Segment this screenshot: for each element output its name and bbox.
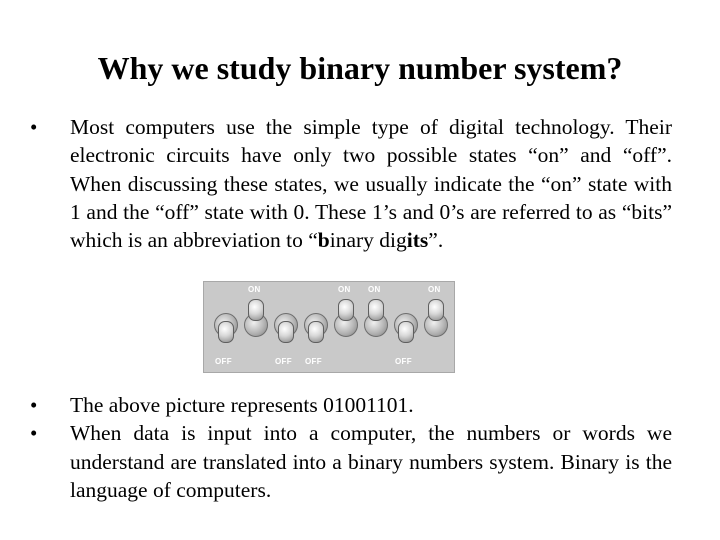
switch-on-label: ON — [428, 285, 441, 294]
bullet-item-picture — [30, 391, 672, 419]
toggle-switch — [273, 281, 299, 373]
bullet-item-bits — [30, 113, 672, 254]
bullet-text: The above picture represents 01001101. — [70, 393, 414, 417]
switch-lever — [338, 299, 354, 321]
slide-title: Why we study binary number system? — [97, 50, 623, 86]
switch-off-label: OFF — [215, 357, 232, 366]
switch-lever — [248, 299, 264, 321]
switch-lever — [308, 321, 324, 343]
toggle-switch — [423, 281, 449, 373]
switch-off-label: OFF — [275, 357, 292, 366]
bullet-marker: • — [30, 115, 38, 139]
toggle-switch — [243, 281, 269, 373]
bullet-text: Most computers use the simple type of digital technology. Their electronic circuits have only two possible states “on” and “off”. When discussing these states, we usually indicate the “on” state with 1 and the “off” state with 0. These 1’s and 0’s are referred to as “bits” which is an abbreviation to “binary digits”. — [70, 115, 672, 253]
bullet-marker: • — [30, 393, 38, 417]
switch-lever — [368, 299, 384, 321]
switch-lever — [398, 321, 414, 343]
bullet-text: When data is input into a computer, the numbers or words we understand are translated into a binary numbers system. Binary is the language of computers. — [70, 421, 672, 502]
switch-lever — [278, 321, 294, 343]
toggle-switch — [213, 281, 239, 373]
toggle-switch — [333, 281, 359, 373]
switch-on-label: ON — [248, 285, 261, 294]
switch-on-label: ON — [368, 285, 381, 294]
switch-off-label: OFF — [305, 357, 322, 366]
bullet-item-input — [30, 419, 672, 504]
toggle-switch — [393, 281, 419, 373]
bullet-marker: • — [30, 421, 38, 446]
toggle-switch — [303, 281, 329, 373]
switch-lever — [218, 321, 234, 343]
switch-off-label: OFF — [395, 357, 412, 366]
binary-switches-image — [203, 281, 455, 373]
toggle-switch — [363, 281, 389, 373]
switch-on-label: ON — [338, 285, 351, 294]
bullet-list-bottom — [30, 391, 672, 504]
switch-lever — [428, 299, 444, 321]
